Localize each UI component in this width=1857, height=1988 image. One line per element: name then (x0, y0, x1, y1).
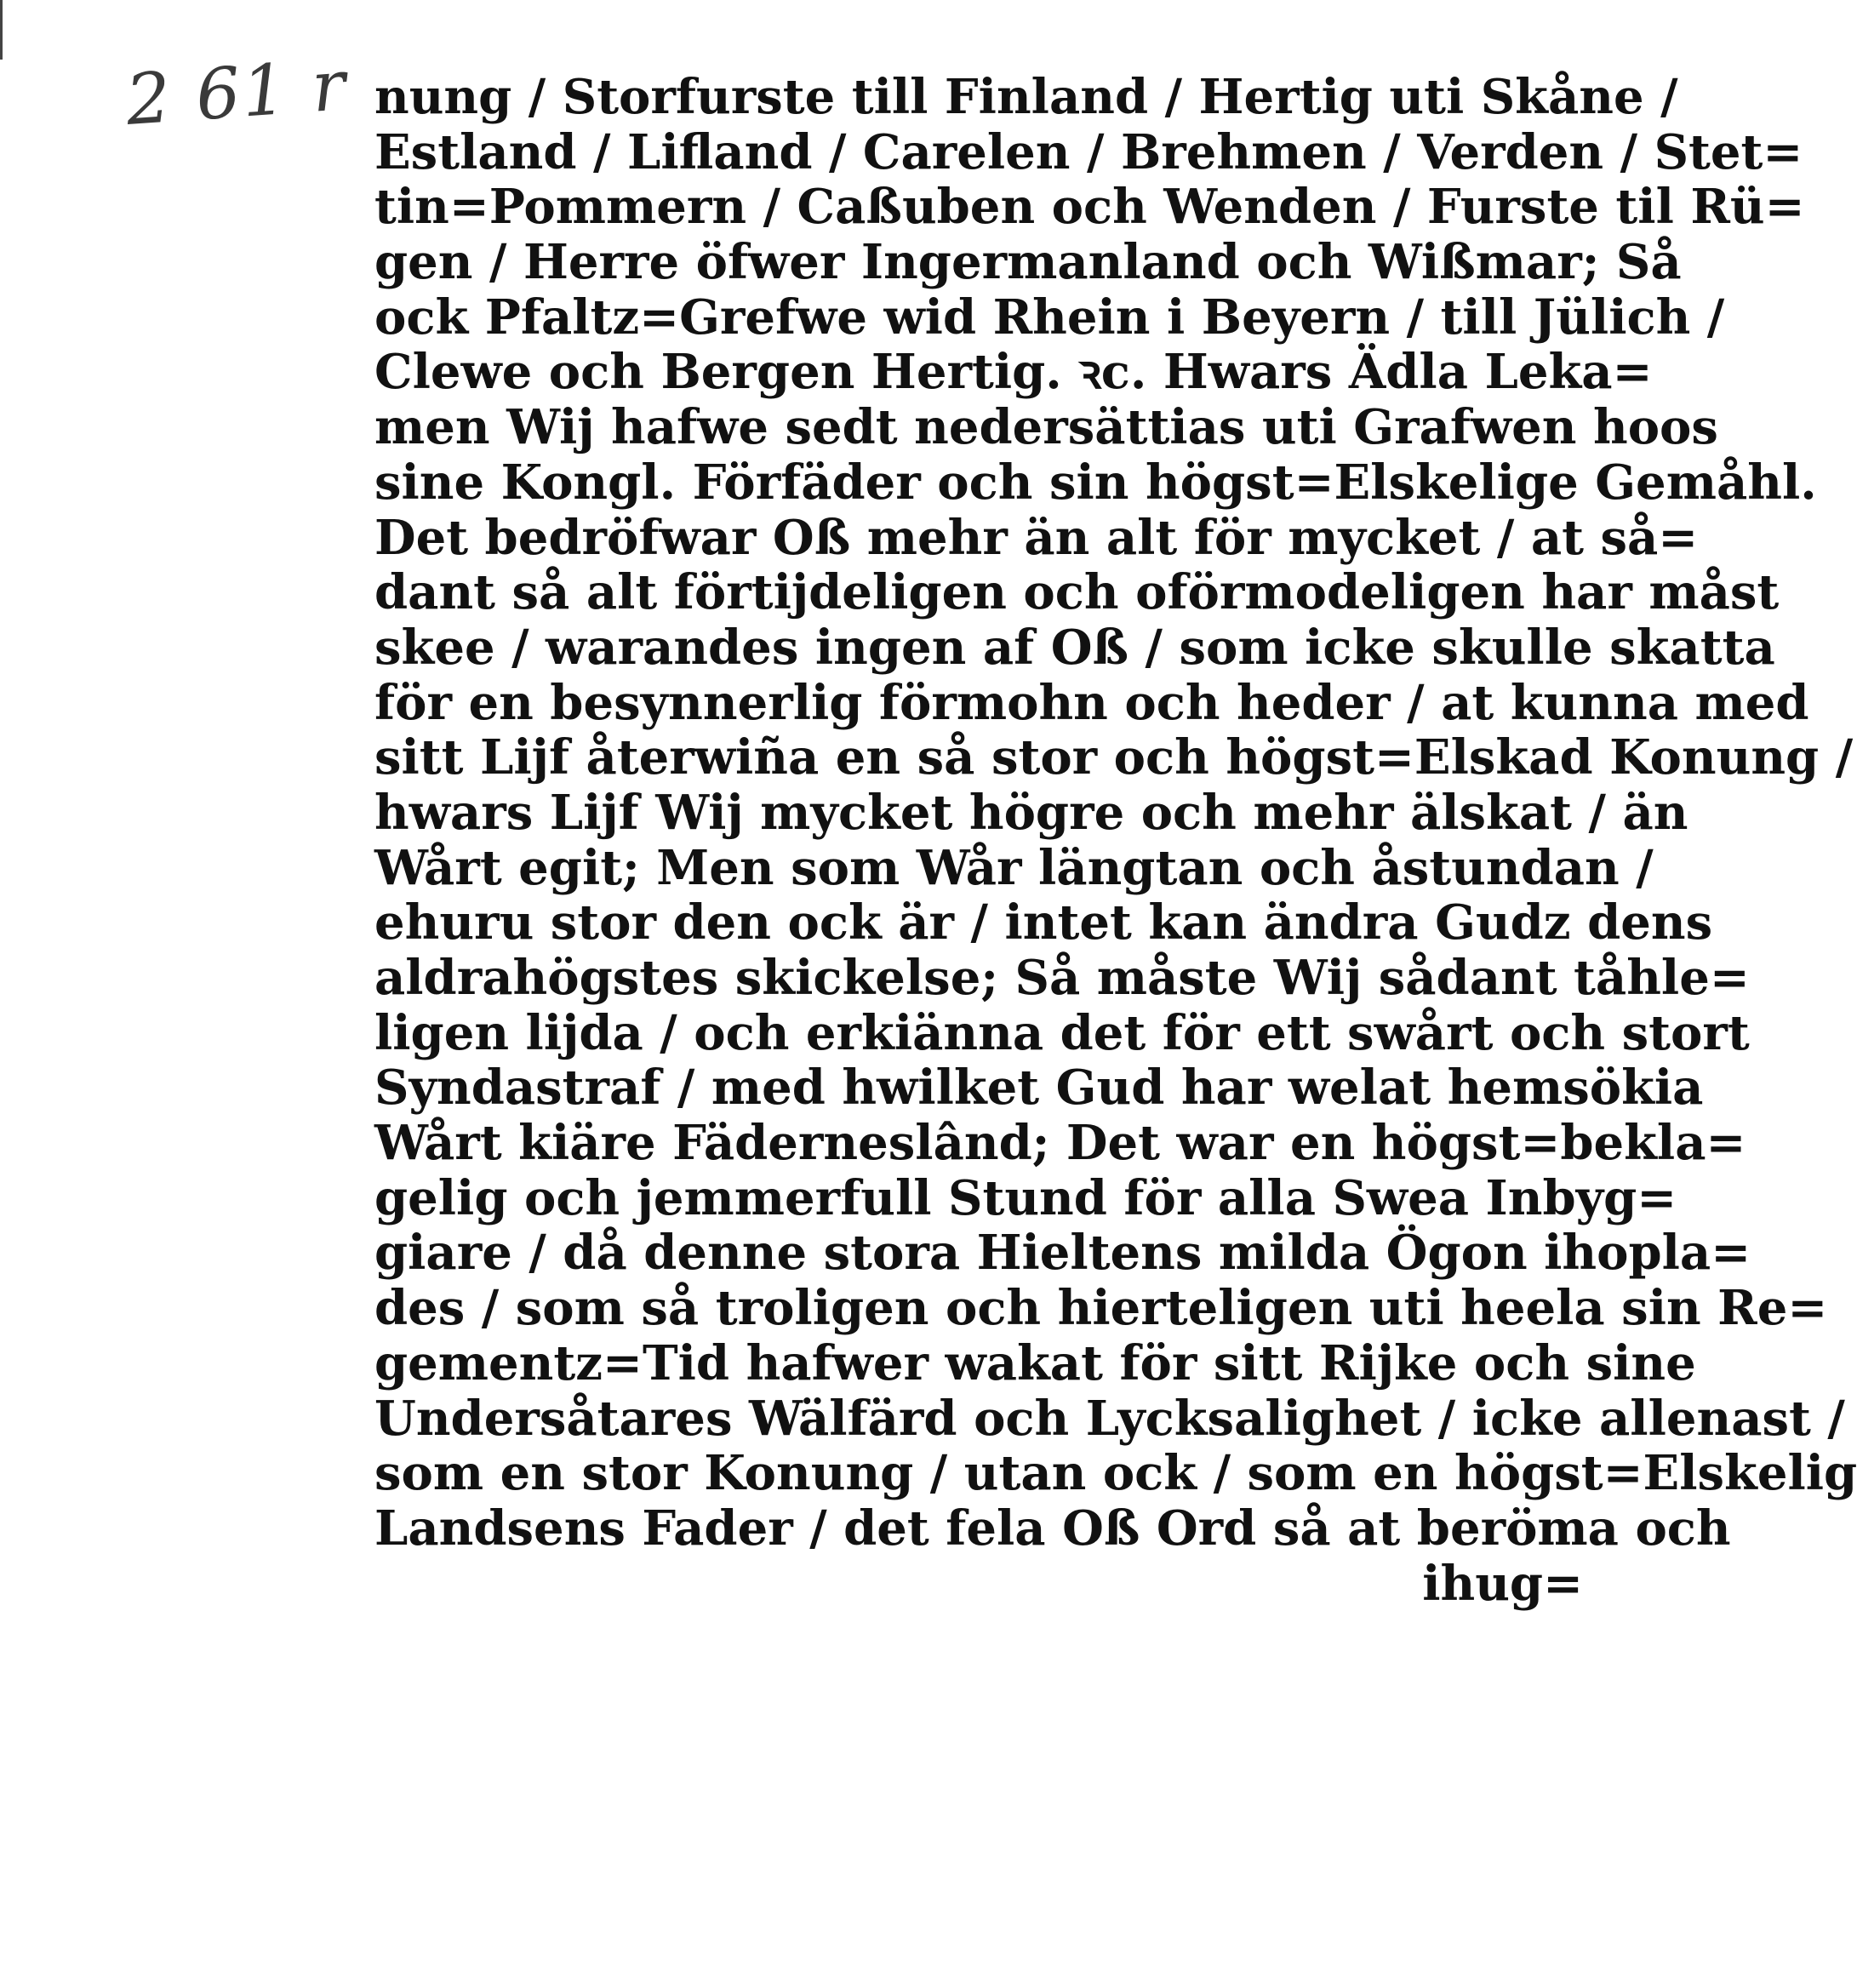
text-line: tin=Pommern / Caßuben och Wenden / Furste til Rü= (374, 179, 1805, 236)
text-line: ehuru stor den ock är / intet kan ändra Gudz dens (374, 894, 1713, 951)
text-line: Det bedröfwar Oß mehr än alt för mycket / at så= (374, 509, 1699, 566)
text-line: Wårt kiäre Fäderneslând; Det war en högst=bekla= (374, 1115, 1746, 1172)
text-line: Undersåtares Wälfärd och Lycksalighet / icke allenast / (374, 1390, 1845, 1447)
text-line: hwars Lijf Wij mycket högre och mehr älskat / än (374, 784, 1688, 841)
text-line: som en stor Konung / utan ock / som en högst=Elskelig (374, 1445, 1857, 1502)
text-line: des / som så troligen och hierteligen uti heela sin Re= (374, 1280, 1828, 1337)
catchword: ihug= (1422, 1555, 1583, 1612)
text-line: Estland / Lifland / Carelen / Brehmen / Verden / Stet= (374, 123, 1803, 180)
text-line: Wårt egit; Men som Wår längtan och åstundan / (374, 839, 1654, 896)
text-line: gelig och jemmerfull Stund för alla Swea Inbyg= (374, 1169, 1677, 1226)
text-line: gen / Herre öfwer Ingermanland och Wißmar; Så (374, 234, 1682, 291)
text-line: ock Pfaltz=Grefwe wid Rhein i Beyern / till Jülich / (374, 288, 1725, 346)
text-line: Clewe och Bergen Hertig. ꝛc. Hwars Ädla Leka= (374, 344, 1653, 401)
page-edge-mark (0, 0, 3, 60)
text-line: nung / Storfurste till Finland / Hertig uti Skåne / (374, 69, 1678, 125)
text-line: Landsens Fader / det fela Oß Ord så at beröma och (374, 1500, 1731, 1557)
handwritten-folio-note: 2 61 r (123, 45, 350, 141)
text-line: gementz=Tid hafwer wakat för sitt Rijke och sine (374, 1334, 1696, 1391)
text-line: Syndastraf / med hwilket Gud har welat hemsökia (374, 1060, 1704, 1117)
text-line: sine Kongl. Förfäder och sin högst=Elskelige Gemåhl. (374, 454, 1817, 511)
text-line: dant så alt förtijdeligen och oförmodeligen har måst (374, 564, 1780, 621)
text-line: för en besynnerlig förmohn och heder / at kunna med (374, 674, 1809, 731)
text-line: sitt Lijf återwiña en så stor och högst=Elskad Konung / (374, 729, 1854, 786)
text-line: giare / då denne stora Hieltens milda Ögon ihopla= (374, 1225, 1751, 1282)
text-line: men Wij hafwe sedt nedersättias uti Grafwen hoos (374, 399, 1718, 456)
text-line: skee / warandes ingen af Oß / som icke skulle skatta (374, 619, 1775, 676)
text-line: aldrahögstes skickelse; Så måste Wij sådant tåhle= (374, 950, 1750, 1006)
text-line: ligen lijda / och erkiänna det för ett swårt och stort (374, 1004, 1750, 1061)
body-text (374, 69, 1857, 1612)
